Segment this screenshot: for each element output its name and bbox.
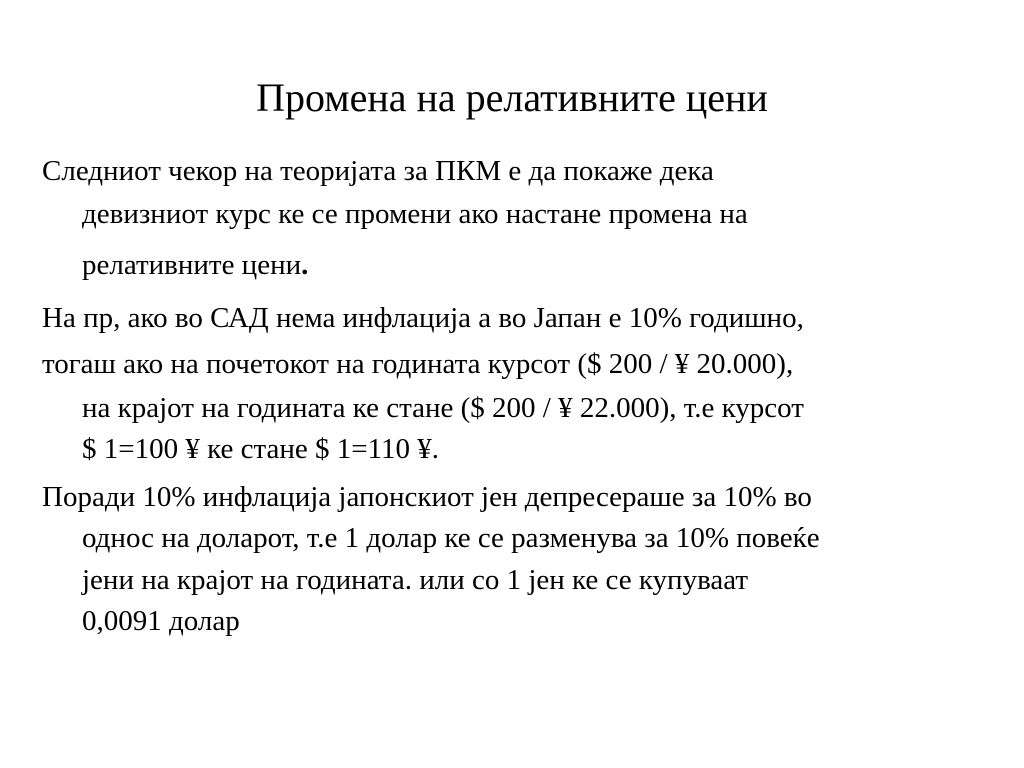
- paragraph-line: девизниот курс ке се промени ако настане промена на: [82, 198, 748, 230]
- slide-title: Промена на релативните цени: [256, 75, 768, 120]
- paragraph-line: $ 1=100 ¥ ке стане $ 1=110 ¥.: [82, 433, 440, 465]
- paragraph-line: јени на крајот на годината. или со 1 јен ке се купуваат: [82, 564, 749, 596]
- paragraph-line: 0,0091 долар: [82, 605, 240, 637]
- paragraph-line: На пр, ако во САД нема инфлација а во Јапан е 10% годишно,: [42, 302, 804, 334]
- paragraph-line: Следниот чекор на теоријата за ПКМ е да покаже дека: [42, 155, 714, 187]
- paragraph-line: однос на доларот, т.е 1 долар ке се разменува за 10% повеќе: [82, 522, 820, 554]
- paragraph-line: тогаш ако на почетокот на годината курсот ($ 200 / ¥ 20.000),: [42, 348, 794, 380]
- paragraph-line-text: релативните цени: [82, 249, 302, 281]
- paragraph-end-mark: .: [301, 249, 309, 281]
- paragraph-line: на крајот на годината ке стане ($ 200 / ¥ 22.000), т.е курсот: [82, 392, 804, 424]
- paragraph-line-last: [82, 247, 308, 283]
- paragraph-line: Поради 10% инфлација јапонскиот јен депресераше за 10% во: [42, 481, 812, 513]
